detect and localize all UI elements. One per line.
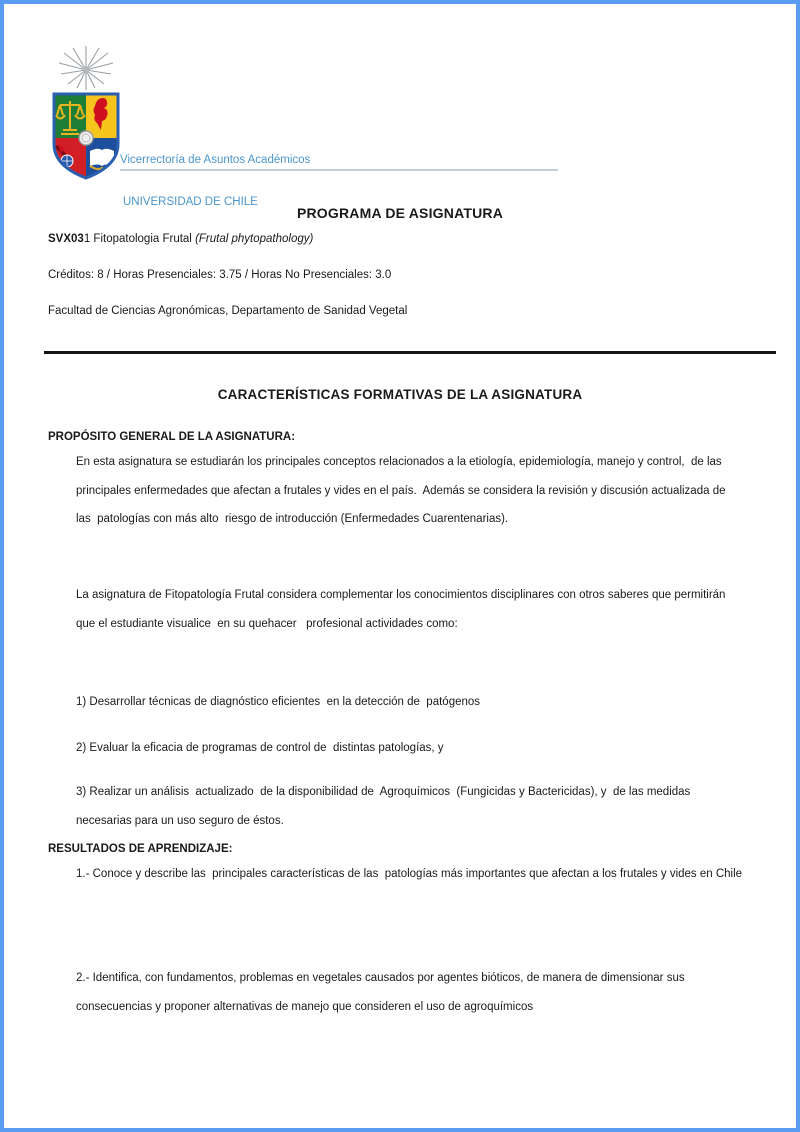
course-faculty-line: Facultad de Ciencias Agronómicas, Departamento de Sanidad Vegetal — [48, 305, 408, 317]
org-line2: UNIVERSIDAD DE CHILE — [123, 196, 258, 208]
universidad-de-chile-crest-icon — [42, 44, 130, 180]
course-code-suffix: 1 — [83, 233, 91, 245]
course-code-line — [48, 233, 313, 245]
resultado-item: 1.- Conoce y describe las principales características de las patologías más importantes que afectan a los frutales y vides en Chile — [76, 868, 743, 880]
section-title: CARACTERÍSTICAS FORMATIVAS DE LA ASIGNATURA — [217, 387, 583, 402]
course-name-english: (Frutal phytopathology) — [195, 233, 314, 245]
org-line1: Vicerrectoría de Asuntos Académicos — [120, 154, 311, 166]
resultados-heading: RESULTADOS DE APRENDIZAJE: — [48, 843, 233, 855]
course-name: Fitopatologia Frutal — [90, 233, 196, 245]
objective-item: 1) Desarrollar técnicas de diagnóstico eficientes en la detección de patógenos — [76, 696, 481, 708]
objective-item: 3) Realizar un análisis actualizado de la disponibilidad de Agroquímicos (Fungicidas y Bactericidas), y de las medidas necesarias para un uso seguro de éstos. — [76, 786, 694, 827]
proposito-heading: PROPÓSITO GENERAL DE LA ASIGNATURA: — [48, 431, 296, 443]
course-credits-line: Créditos: 8 / Horas Presenciales: 3.75 / Horas No Presenciales: 3.0 — [48, 269, 392, 281]
center-medallion — [79, 131, 93, 145]
section-divider — [44, 351, 776, 354]
page-title: PROGRAMA DE ASIGNATURA — [296, 205, 504, 221]
header-divider — [120, 169, 558, 171]
objective-item: 2) Evaluar la eficacia de programas de control de distintas patologías, y — [76, 742, 444, 754]
proposito-paragraph-2: La asignatura de Fitopatología Frutal considera complementar los conocimientos disciplinares con otros saberes que permitirán que el estudiante visualice en su quehacer profesional actividades como: — [76, 589, 729, 630]
proposito-paragraph-1: En esta asignatura se estudiarán los principales conceptos relacionados a la etiología, epidemiología, manejo y control, de las principales enfermedades que afectan a frutales y vides en el país. Además se considera la revisión y discusión actualizada de las patologías con más alto riesgo de introducción (Enfermedades Cuarentenarias). — [76, 456, 732, 525]
course-code: SVX03 — [48, 233, 84, 245]
resultado-item: 2.- Identifica, con fundamentos, problemas en vegetales causados por agentes bióticos, de manera de dimensionar sus consecuencias y proponer alternativas de manejo que consideren el uso de agroquímicos — [76, 972, 688, 1013]
